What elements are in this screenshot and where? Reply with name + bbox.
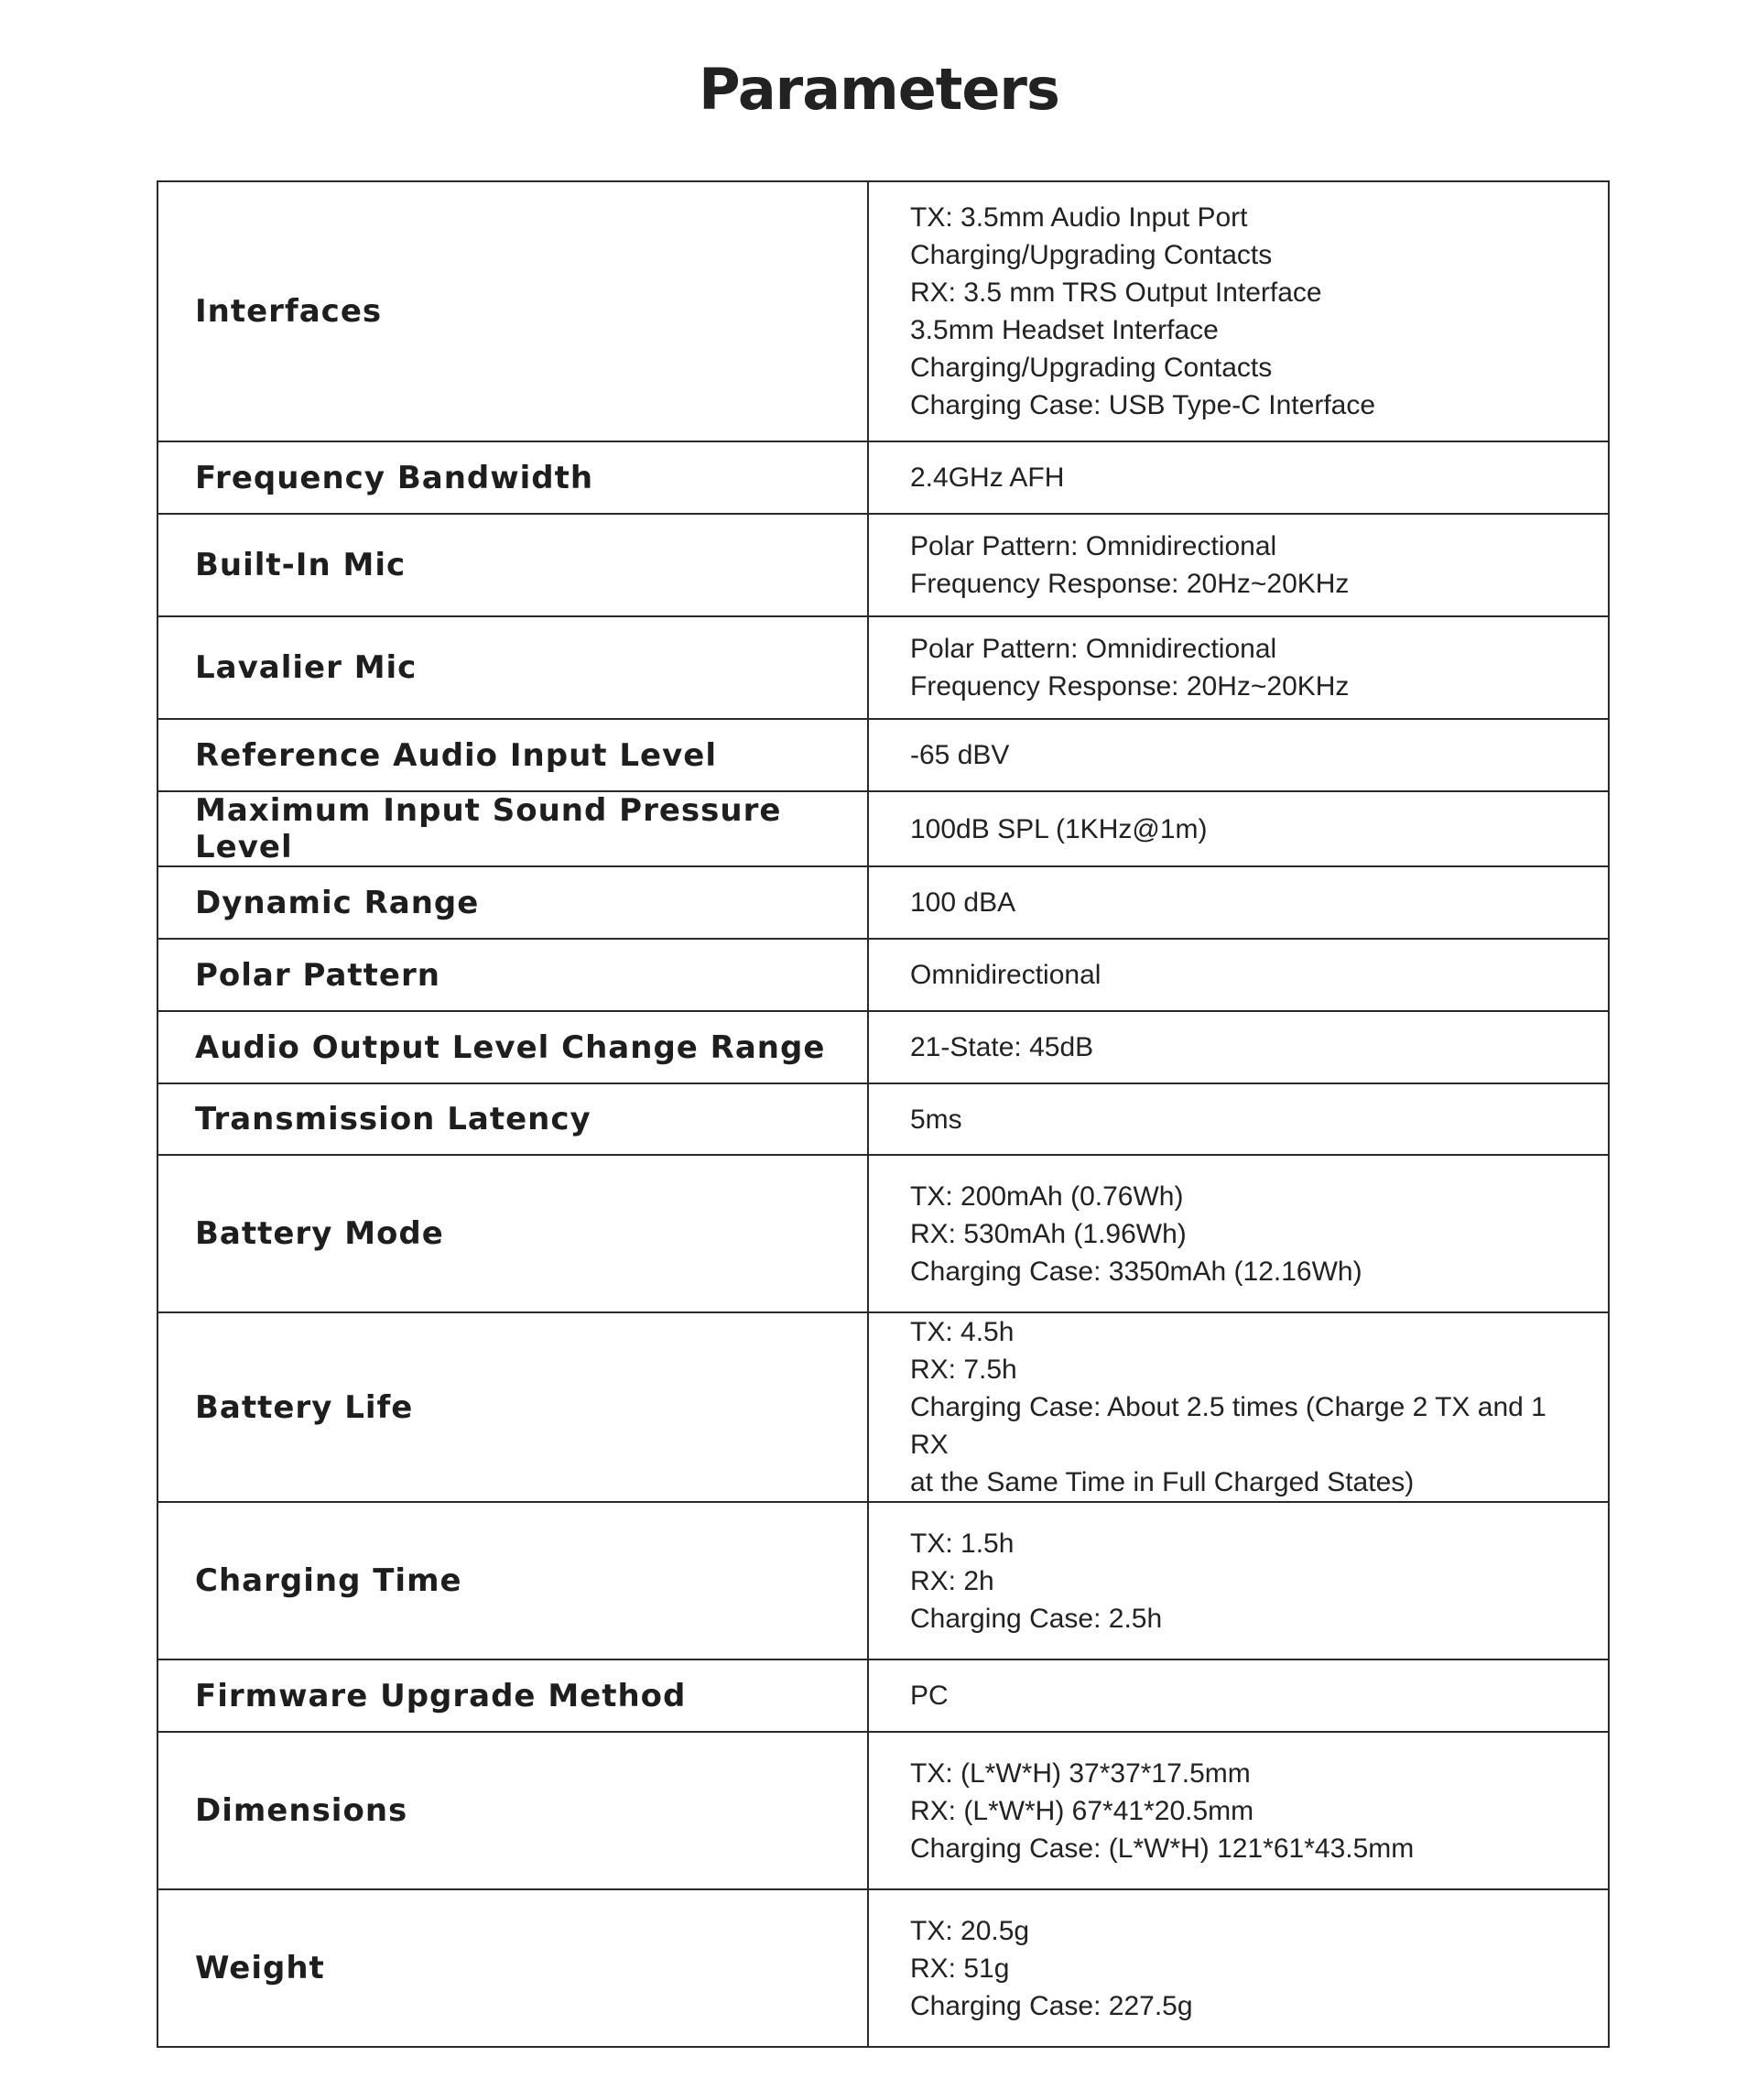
table-row bbox=[157, 1659, 1609, 1732]
parameter-value-line: RX: 51g bbox=[910, 1953, 1010, 1984]
parameter-value-line: Polar Pattern: Omnidirectional bbox=[910, 531, 1277, 561]
parameter-value bbox=[868, 791, 1609, 866]
parameter-value-line: Charging/Upgrading Contacts bbox=[910, 240, 1273, 270]
table-row bbox=[157, 1312, 1609, 1502]
parameter-value-line: Charging Case: About 2.5 times (Charge 2 TX and 1 RX bbox=[910, 1392, 1546, 1460]
table-row bbox=[157, 1155, 1609, 1312]
parameter-label: Dimensions bbox=[157, 1732, 868, 1889]
parameter-value-line: -65 dBV bbox=[910, 740, 1010, 770]
table-row bbox=[157, 1011, 1609, 1083]
parameter-value bbox=[868, 1155, 1609, 1312]
parameter-label: Dynamic Range bbox=[157, 866, 868, 939]
table-row bbox=[157, 866, 1609, 939]
table-row bbox=[157, 1732, 1609, 1889]
table-row bbox=[157, 1502, 1609, 1659]
parameter-label: Firmware Upgrade Method bbox=[157, 1659, 868, 1732]
parameter-value-line: TX: 1.5h bbox=[910, 1528, 1015, 1559]
parameter-value-line: Charging Case: 227.5g bbox=[910, 1990, 1193, 2021]
parameter-label: Polar Pattern bbox=[157, 939, 868, 1011]
table-row bbox=[157, 1083, 1609, 1155]
table-row bbox=[157, 441, 1609, 514]
parameter-value-line: 2.4GHz AFH bbox=[910, 462, 1065, 493]
parameter-value-line: RX: 530mAh (1.96Wh) bbox=[910, 1218, 1187, 1249]
table-row bbox=[157, 181, 1609, 441]
parameter-value-line: RX: (L*W*H) 67*41*20.5mm bbox=[910, 1795, 1254, 1826]
parameter-value bbox=[868, 616, 1609, 719]
parameter-value bbox=[868, 441, 1609, 514]
parameter-value-line: Omnidirectional bbox=[910, 960, 1101, 990]
table-row bbox=[157, 514, 1609, 616]
parameters-table bbox=[157, 180, 1610, 2048]
parameter-value-line: PC bbox=[910, 1681, 949, 1711]
parameter-value-line: TX: 4.5h bbox=[910, 1317, 1015, 1347]
parameter-label: Audio Output Level Change Range bbox=[157, 1011, 868, 1083]
parameter-label: Battery Life bbox=[157, 1312, 868, 1502]
parameter-label: Interfaces bbox=[157, 181, 868, 441]
table-row bbox=[157, 939, 1609, 1011]
parameter-value bbox=[868, 1889, 1609, 2047]
parameter-label: Reference Audio Input Level bbox=[157, 719, 868, 791]
parameter-value bbox=[868, 1732, 1609, 1889]
table-row bbox=[157, 719, 1609, 791]
table-row bbox=[157, 791, 1609, 866]
parameter-value bbox=[868, 866, 1609, 939]
parameter-label: Transmission Latency bbox=[157, 1083, 868, 1155]
parameter-label: Lavalier Mic bbox=[157, 616, 868, 719]
parameter-value-line: Polar Pattern: Omnidirectional bbox=[910, 634, 1277, 664]
parameter-value bbox=[868, 1502, 1609, 1659]
parameter-value bbox=[868, 1083, 1609, 1155]
parameter-value-line: Charging Case: USB Type-C Interface bbox=[910, 390, 1376, 420]
parameter-value-line: TX: 200mAh (0.76Wh) bbox=[910, 1181, 1184, 1212]
parameter-label: Charging Time bbox=[157, 1502, 868, 1659]
parameter-value-line: Charging Case: (L*W*H) 121*61*43.5mm bbox=[910, 1833, 1415, 1864]
parameter-value-line: TX: (L*W*H) 37*37*17.5mm bbox=[910, 1757, 1251, 1789]
parameter-label: Frequency Bandwidth bbox=[157, 441, 868, 514]
parameter-value bbox=[868, 719, 1609, 791]
table-row bbox=[157, 1889, 1609, 2047]
parameter-value-line: 3.5mm Headset Interface bbox=[910, 315, 1219, 345]
parameter-value-line: Charging Case: 3350mAh (12.16Wh) bbox=[910, 1256, 1362, 1287]
table-row bbox=[157, 616, 1609, 719]
parameter-value-line: 100dB SPL (1KHz@1m) bbox=[910, 813, 1208, 844]
parameter-value-line: TX: 3.5mm Audio Input Port bbox=[910, 202, 1248, 233]
parameter-value-line: Charging Case: 2.5h bbox=[910, 1603, 1163, 1634]
parameter-value bbox=[868, 514, 1609, 616]
parameter-value-line: at the Same Time in Full Charged States) bbox=[910, 1467, 1415, 1497]
parameter-value-line: Charging/Upgrading Contacts bbox=[910, 353, 1273, 383]
page-title: Parameters bbox=[699, 56, 1059, 123]
parameter-value-line: RX: 7.5h bbox=[910, 1355, 1017, 1385]
parameter-value-line: TX: 20.5g bbox=[910, 1915, 1030, 1946]
parameter-value-line: 100 dBA bbox=[910, 887, 1016, 918]
parameter-value-line: RX: 3.5 mm TRS Output Interface bbox=[910, 277, 1322, 308]
parameter-value-line: Frequency Response: 20Hz~20KHz bbox=[910, 671, 1350, 702]
parameter-value-line: Frequency Response: 20Hz~20KHz bbox=[910, 569, 1350, 599]
parameter-label: Weight bbox=[157, 1889, 868, 2047]
parameter-value-line: 21-State: 45dB bbox=[910, 1032, 1094, 1062]
parameter-value bbox=[868, 1312, 1609, 1502]
parameter-value-line: 5ms bbox=[910, 1104, 962, 1135]
parameter-value bbox=[868, 181, 1609, 441]
parameter-label: Maximum Input Sound Pressure Level bbox=[157, 791, 868, 866]
parameter-label: Built-In Mic bbox=[157, 514, 868, 616]
parameter-value bbox=[868, 1659, 1609, 1732]
parameter-value bbox=[868, 1011, 1609, 1083]
parameter-label: Battery Mode bbox=[157, 1155, 868, 1312]
parameter-value-line: RX: 2h bbox=[910, 1565, 994, 1596]
parameter-value bbox=[868, 939, 1609, 1011]
